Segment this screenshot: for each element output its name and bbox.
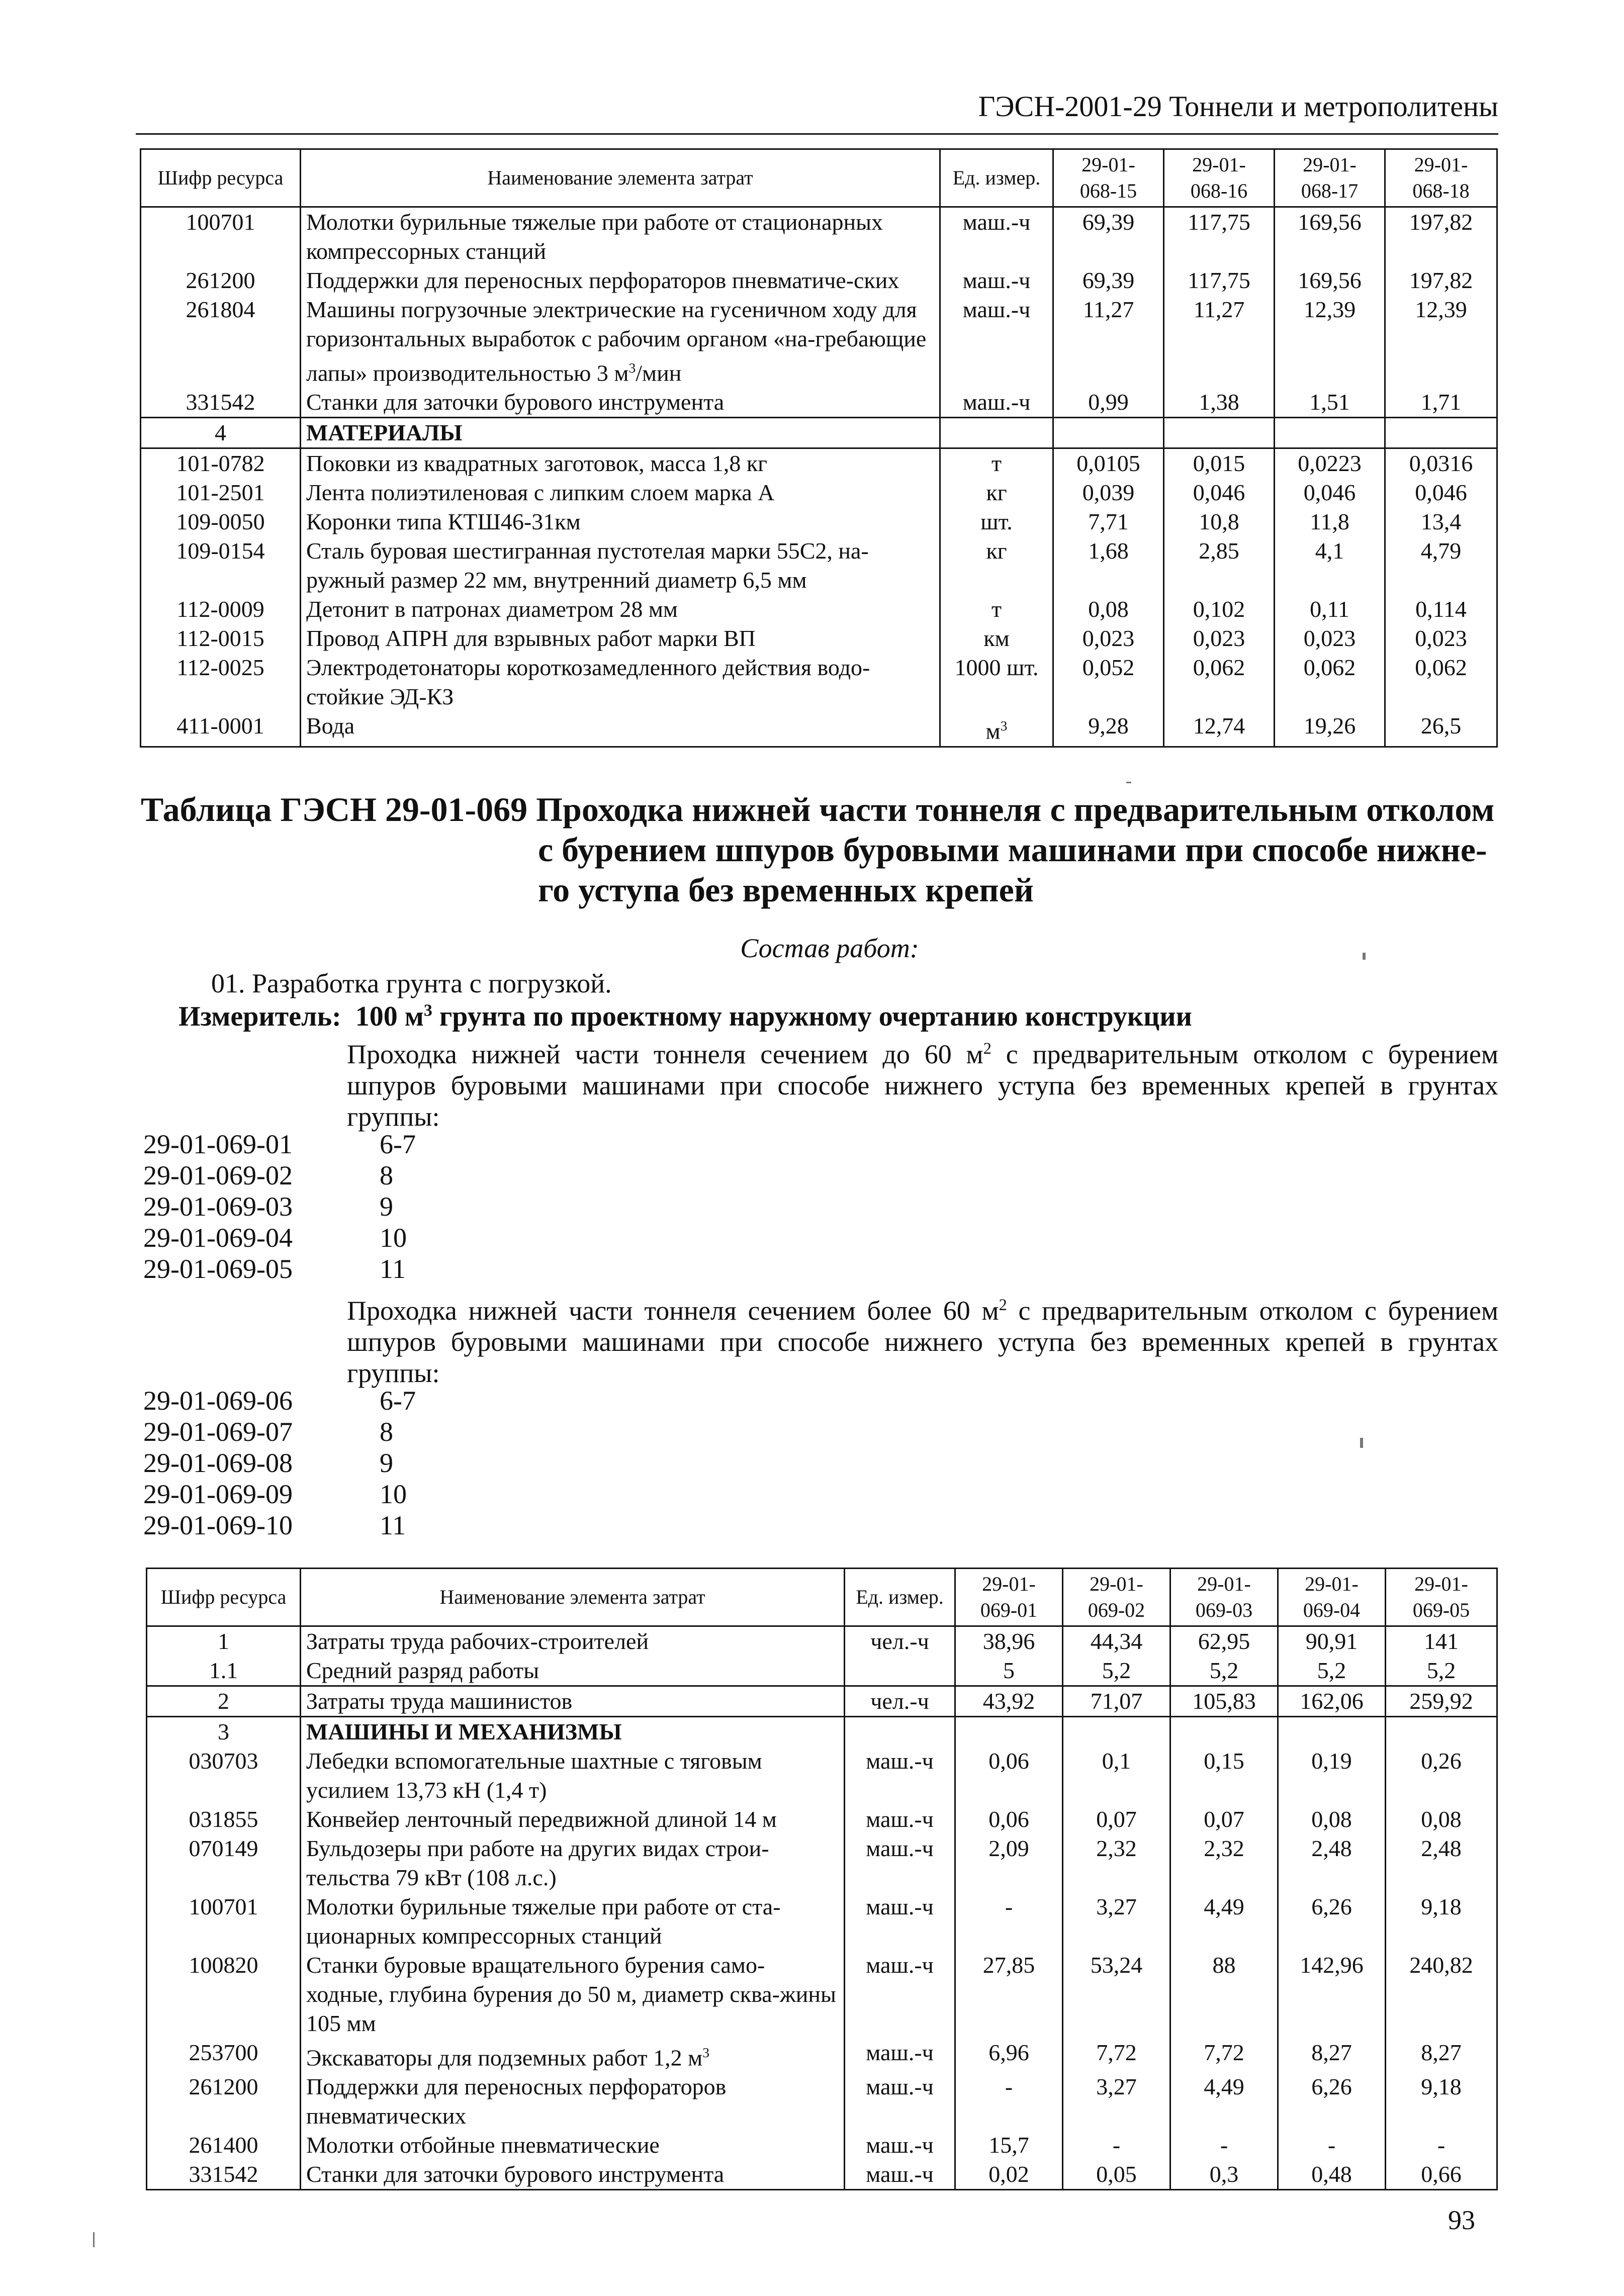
value-cell: 0,039 (1053, 478, 1164, 507)
title-line-1: Таблица ГЭСН 29-01-069 Проходка нижней части тоннеля с предварительным отколом (141, 790, 1495, 829)
value-cell: 0,062 (1275, 653, 1385, 711)
title-line-2: с бурением шпуров буровыми машинами при способе нижне- (538, 831, 1487, 869)
unit-cell: маш.-ч (940, 388, 1053, 418)
table-row (147, 2160, 1497, 2190)
value-cell: 38,96 (955, 1626, 1063, 1657)
value-cell: 117,75 (1164, 266, 1275, 295)
table-body (141, 207, 1497, 747)
resource-code-cell: 3 (147, 1717, 301, 1747)
variant-code: 29-01-069-09 (143, 1479, 293, 1509)
table-row (147, 1656, 1497, 1686)
group1-description: Проходка нижней части тоннеля сечением до 60 $м^2$ с предварительным отколом с бурением шпуров буровыми машинами при способе нижнего уступа без временных крепей в грунтах группы: (347, 1039, 1498, 1132)
column-header: 29-01- 068-17 (1275, 149, 1385, 207)
value-cell: 0,19 (1278, 1747, 1386, 1805)
resource-name-cell: Вода (301, 711, 940, 747)
value-cell: 0,11 (1275, 595, 1385, 624)
resource-code-cell: 261804 (141, 295, 301, 388)
table-body (147, 1626, 1497, 2190)
resource-code-cell: 331542 (141, 388, 301, 418)
value-cell (1170, 1717, 1278, 1747)
table-row (141, 266, 1497, 295)
variant-code: 29-01-069-05 (143, 1254, 293, 1284)
resource-code-cell: 331542 (147, 2160, 301, 2190)
value-cell: 0,08 (1053, 595, 1164, 624)
column-header: 29-01- 068-18 (1385, 149, 1497, 207)
value-cell: 259,92 (1386, 1686, 1497, 1717)
resource-code-cell: 1 (147, 1626, 301, 1657)
value-cell: 0,66 (1386, 2160, 1497, 2190)
table-header-row (147, 1569, 1497, 1626)
value-cell: 162,06 (1278, 1686, 1386, 1717)
table-row (141, 624, 1497, 653)
unit-cell: маш.-ч (940, 266, 1053, 295)
resource-name-cell: Затраты труда машинистов (301, 1686, 845, 1717)
value-cell: 0,023 (1385, 624, 1497, 653)
unit-cell: чел.-ч (845, 1626, 955, 1657)
table-row (141, 448, 1497, 479)
value-cell: 0,0223 (1275, 448, 1385, 479)
section-row (141, 418, 1497, 448)
value-cell: 0,0105 (1053, 448, 1164, 479)
value-cell: 141 (1386, 1626, 1497, 1657)
value-cell: 2,09 (955, 1834, 1063, 1892)
table-row (141, 595, 1497, 624)
value-cell: 11,27 (1164, 295, 1275, 388)
value-cell: 69,39 (1053, 207, 1164, 266)
value-cell: 0,06 (955, 1747, 1063, 1805)
value-cell: 12,39 (1385, 295, 1497, 388)
value-cell: 53,24 (1063, 1951, 1170, 2038)
unit-cell: кг (940, 478, 1053, 507)
value-cell (1053, 418, 1164, 448)
table-row (141, 478, 1497, 507)
value-cell: 7,72 (1063, 2038, 1170, 2072)
section-row (147, 1717, 1497, 1747)
table-row (147, 1892, 1497, 1951)
unit-cell: маш.-ч (940, 207, 1053, 266)
resource-code-cell: 101-2501 (141, 478, 301, 507)
table-row (141, 507, 1497, 536)
resource-name-cell: Провод АПРН для взрывных работ марки ВП (301, 624, 940, 653)
resource-code-cell: 112-0009 (141, 595, 301, 624)
resource-code-cell: 253700 (147, 2038, 301, 2072)
value-cell: 240,82 (1386, 1951, 1497, 2038)
value-cell: - (1063, 2131, 1170, 2160)
resource-name-cell: Поковки из квадратных заготовок, масса 1,8 кг (301, 448, 940, 479)
unit-cell: маш.-ч (845, 2072, 955, 2131)
unit-cell: чел.-ч (845, 1686, 955, 1717)
value-cell: 1,71 (1385, 388, 1497, 418)
resource-name-cell: Детонит в патронах диаметром 28 мм (301, 595, 940, 624)
column-header: Ед. измер. (845, 1569, 955, 1626)
table-row (141, 536, 1497, 595)
value-cell: 0,08 (1386, 1805, 1497, 1834)
column-header: 29-01- 069-01 (955, 1569, 1063, 1626)
variant-soil-group: 11 (380, 1254, 406, 1284)
value-cell: 2,48 (1278, 1834, 1386, 1892)
value-cell: 12,39 (1275, 295, 1385, 388)
value-cell: 0,07 (1170, 1805, 1278, 1834)
resource-name-cell: Поддержки для переносных перфораторов пневматических (301, 2072, 845, 2131)
resource-name-cell: МАШИНЫ И МЕХАНИЗМЫ (301, 1717, 845, 1747)
column-header: 29-01- 069-05 (1386, 1569, 1497, 1626)
resource-name-cell: Молотки бурильные тяжелые при работе от стационарных компрессорных станций (301, 207, 940, 266)
resource-name-cell: Лебедки вспомогательные шахтные с тяговым усилием 13,73 кН (1,4 т) (301, 1747, 845, 1805)
variant-soil-group: 9 (380, 1448, 393, 1478)
variant-soil-group: 8 (380, 1417, 393, 1447)
value-cell: 5,2 (1278, 1656, 1386, 1686)
value-cell: - (1386, 2131, 1497, 2160)
table-row (147, 2072, 1497, 2131)
unit-cell: маш.-ч (845, 1805, 955, 1834)
value-cell: 0,046 (1164, 478, 1275, 507)
value-cell: 0,023 (1275, 624, 1385, 653)
value-cell: 19,26 (1275, 711, 1385, 747)
value-cell: 0,0316 (1385, 448, 1497, 479)
value-cell: 0,052 (1053, 653, 1164, 711)
variant-code: 29-01-069-01 (143, 1129, 293, 1159)
value-cell: 7,71 (1053, 507, 1164, 536)
value-cell: 62,95 (1170, 1626, 1278, 1657)
unit-cell: км (940, 624, 1053, 653)
value-cell: 8,27 (1278, 2038, 1386, 2072)
unit-cell: 1000 шт. (940, 653, 1053, 711)
resource-name-cell: Затраты труда рабочих-строителей (301, 1626, 845, 1657)
resource-name-cell: Станки буровые вращательного бурения само-ходные, глубина бурения до 50 м, диаметр сква-жины 105 мм (301, 1951, 845, 2038)
value-cell: 5,2 (1386, 1656, 1497, 1686)
unit-cell: т (940, 595, 1053, 624)
variant-code: 29-01-069-08 (143, 1448, 293, 1478)
value-cell: 0,15 (1170, 1747, 1278, 1805)
value-cell (1063, 1717, 1170, 1747)
table-row (147, 2131, 1497, 2160)
resource-table-069 (146, 1568, 1498, 2190)
value-cell (1278, 1717, 1386, 1747)
resource-name-cell: Электродетонаторы короткозамедленного действия водо-стойкие ЭД-КЗ (301, 653, 940, 711)
value-cell (955, 1717, 1063, 1747)
value-cell: 15,7 (955, 2131, 1063, 2160)
column-header: Наименование элемента затрат (301, 1569, 845, 1626)
value-cell: 10,8 (1164, 507, 1275, 536)
value-cell: 11,27 (1053, 295, 1164, 388)
value-cell: - (1278, 2131, 1386, 2160)
resource-code-cell: 4 (141, 418, 301, 448)
composition-heading: Состав работ: (740, 933, 919, 963)
resource-name-cell: Машины погрузочные электрические на гусеничном ходу для горизонтальных выработок с рабочим органом «на-гребающие лапы» производительностью 3 $м^3$/мин (301, 295, 940, 388)
variant-soil-group: 6-7 (380, 1129, 416, 1159)
resource-name-cell: Средний разряд работы (301, 1656, 845, 1686)
table-title (141, 789, 1498, 910)
value-cell: 2,32 (1063, 1834, 1170, 1892)
resource-code-cell: 070149 (147, 1834, 301, 1892)
resource-code-cell: 101-0782 (141, 448, 301, 479)
resource-name-cell: Бульдозеры при работе на других видах строи-тельства 79 кВт (108 л.с.) (301, 1834, 845, 1892)
value-cell: 11,8 (1275, 507, 1385, 536)
table-row (147, 1805, 1497, 1834)
value-cell: 6,96 (955, 2038, 1063, 2072)
variant-soil-group: 10 (380, 1479, 407, 1509)
value-cell: 90,91 (1278, 1626, 1386, 1657)
value-cell: 0,02 (955, 2160, 1063, 2190)
variant-code: 29-01-069-07 (143, 1417, 293, 1447)
unit-cell: маш.-ч (845, 1892, 955, 1951)
resource-code-cell: 1.1 (147, 1656, 301, 1686)
column-header: Наименование элемента затрат (301, 149, 940, 207)
unit-cell: маш.-ч (845, 2038, 955, 2072)
value-cell: 0,07 (1063, 1805, 1170, 1834)
resource-table-068 (140, 148, 1498, 748)
unit-cell: маш.-ч (845, 2160, 955, 2190)
value-cell: 9,28 (1053, 711, 1164, 747)
unit-cell: маш.-ч (845, 1834, 955, 1892)
table-row (141, 295, 1497, 388)
unit-cell: шт. (940, 507, 1053, 536)
value-cell: 0,48 (1278, 2160, 1386, 2190)
value-cell: 13,4 (1385, 507, 1497, 536)
resource-code-cell: 112-0015 (141, 624, 301, 653)
variant-code: 29-01-069-03 (143, 1191, 293, 1222)
column-header: Шифр ресурса (147, 1569, 301, 1626)
column-header: 29-01- 068-15 (1053, 149, 1164, 207)
value-cell (1164, 418, 1275, 448)
resource-code-cell: 109-0154 (141, 536, 301, 595)
value-cell (1386, 1717, 1497, 1747)
resource-code-cell: 261200 (147, 2072, 301, 2131)
table-header-row (141, 149, 1497, 207)
scan-speck (1363, 953, 1366, 960)
resource-code-cell: 112-0025 (141, 653, 301, 711)
value-cell: 4,79 (1385, 536, 1497, 595)
table-row (147, 1747, 1497, 1805)
resource-name-cell: Молотки отбойные пневматические (301, 2131, 845, 2160)
value-cell: 4,49 (1170, 1892, 1278, 1951)
table-row (141, 711, 1497, 747)
value-cell: 6,26 (1278, 1892, 1386, 1951)
value-cell: 3,27 (1063, 2072, 1170, 2131)
value-cell: 0,062 (1385, 653, 1497, 711)
scan-speck (93, 2232, 95, 2247)
value-cell: - (955, 1892, 1063, 1951)
table-row (147, 1686, 1497, 1717)
resource-name-cell: Станки для заточки бурового инструмента (301, 2160, 845, 2190)
resource-code-cell: 261400 (147, 2131, 301, 2160)
column-header: 29-01- 069-02 (1063, 1569, 1170, 1626)
unit-cell: маш.-ч (845, 1747, 955, 1805)
value-cell: 142,96 (1278, 1951, 1386, 2038)
table-row (147, 1951, 1497, 2038)
title-line-3: го уступа без временных крепей (538, 871, 1034, 909)
value-cell: 117,75 (1164, 207, 1275, 266)
value-cell: 0,06 (955, 1805, 1063, 1834)
value-cell: 0,023 (1164, 624, 1275, 653)
composition-item: 01. Разработка грунта с погрузкой. (211, 968, 612, 998)
value-cell: 169,56 (1275, 207, 1385, 266)
unit-cell (845, 1717, 955, 1747)
value-cell: 9,18 (1386, 2072, 1497, 2131)
resource-name-cell: Лента полиэтиленовая с липким слоем марка А (301, 478, 940, 507)
value-cell: 9,18 (1386, 1892, 1497, 1951)
value-cell: 26,5 (1385, 711, 1497, 747)
value-cell: 4,1 (1275, 536, 1385, 595)
table-row (147, 2038, 1497, 2072)
meter-line: Измеритель: 100 $м^3$ грунта по проектному наружному очертанию конструкции (178, 1001, 1192, 1032)
resource-name-cell: МАТЕРИАЛЫ (301, 418, 940, 448)
resource-code-cell: 100820 (147, 1951, 301, 2038)
unit-cell: т (940, 448, 1053, 479)
value-cell: 1,38 (1164, 388, 1275, 418)
value-cell: 0,023 (1053, 624, 1164, 653)
unit-cell: $м^3$ (940, 711, 1053, 747)
value-cell: 0,05 (1063, 2160, 1170, 2190)
variant-soil-group: 11 (380, 1510, 406, 1540)
value-cell: - (955, 2072, 1063, 2131)
value-cell: 0,046 (1275, 478, 1385, 507)
value-cell: 3,27 (1063, 1892, 1170, 1951)
value-cell: 105,83 (1170, 1686, 1278, 1717)
value-cell: 5,2 (1063, 1656, 1170, 1686)
variant-code: 29-01-069-02 (143, 1160, 293, 1190)
value-cell: 5 (955, 1656, 1063, 1686)
value-cell: - (1170, 2131, 1278, 2160)
variant-code: 29-01-069-06 (143, 1386, 293, 1416)
resource-code-cell: 261200 (141, 266, 301, 295)
table-row (141, 653, 1497, 711)
column-header: 29-01- 069-04 (1278, 1569, 1386, 1626)
value-cell: 5,2 (1170, 1656, 1278, 1686)
value-cell: 71,07 (1063, 1686, 1170, 1717)
running-header: ГЭСН-2001-29 Тоннели и метрополитены (978, 90, 1498, 123)
value-cell: 0,99 (1053, 388, 1164, 418)
table-row (147, 1626, 1497, 1657)
resource-code-cell: 030703 (147, 1747, 301, 1805)
resource-name-cell: Сталь буровая шестигранная пустотелая марки 55С2, на-ружный размер 22 мм, внутренний диаметр 6,5 мм (301, 536, 940, 595)
value-cell: 0,1 (1063, 1747, 1170, 1805)
value-cell (1275, 418, 1385, 448)
column-header: 29-01- 069-03 (1170, 1569, 1278, 1626)
value-cell: 8,27 (1386, 2038, 1497, 2072)
unit-cell: маш.-ч (845, 1951, 955, 2038)
resource-name-cell: Конвейер ленточный передвижной длиной 14 м (301, 1805, 845, 1834)
column-header: Ед. измер. (940, 149, 1053, 207)
variant-soil-group: 9 (380, 1191, 393, 1222)
table-row (141, 207, 1497, 266)
value-cell: 0,062 (1164, 653, 1275, 711)
column-header: Шифр ресурса (141, 149, 301, 207)
value-cell: 2,85 (1164, 536, 1275, 595)
variant-soil-group: 10 (380, 1223, 407, 1253)
scan-speck (1126, 782, 1131, 783)
resource-name-cell: Поддержки для переносных перфораторов пневматиче-ских (301, 266, 940, 295)
value-cell: 7,72 (1170, 2038, 1278, 2072)
value-cell: 69,39 (1053, 266, 1164, 295)
resource-name-cell: Экскаваторы для подземных работ 1,2 $м^3$ (301, 2038, 845, 2072)
value-cell: 2,32 (1170, 1834, 1278, 1892)
value-cell: 1,51 (1275, 388, 1385, 418)
variant-code: 29-01-069-04 (143, 1223, 293, 1253)
value-cell: 6,26 (1278, 2072, 1386, 2131)
value-cell: 1,68 (1053, 536, 1164, 595)
unit-cell: маш.-ч (845, 2131, 955, 2160)
value-cell: 0,046 (1385, 478, 1497, 507)
header-rule (136, 133, 1498, 135)
value-cell: 27,85 (955, 1951, 1063, 2038)
value-cell (1385, 418, 1497, 448)
variant-soil-group: 6-7 (380, 1386, 416, 1416)
unit-cell (845, 1656, 955, 1686)
value-cell: 0,08 (1278, 1805, 1386, 1834)
resource-name-cell: Молотки бурильные тяжелые при работе от ста-ционарных компрессорных станций (301, 1892, 845, 1951)
page-number: 93 (1448, 2205, 1475, 2235)
value-cell: 0,3 (1170, 2160, 1278, 2190)
resource-code-cell: 100701 (141, 207, 301, 266)
unit-cell: кг (940, 536, 1053, 595)
value-cell: 0,114 (1385, 595, 1497, 624)
table-row (141, 388, 1497, 418)
value-cell: 0,015 (1164, 448, 1275, 479)
unit-cell: маш.-ч (940, 295, 1053, 388)
unit-cell (940, 418, 1053, 448)
group2-description: Проходка нижней части тоннеля сечением более 60 $м^2$ с предварительным отколом с бурением шпуров буровыми машинами при способе нижнего уступа без временных крепей в грунтах группы: (347, 1296, 1498, 1388)
resource-code-cell: 2 (147, 1686, 301, 1717)
value-cell: 0,102 (1164, 595, 1275, 624)
value-cell: 169,56 (1275, 266, 1385, 295)
resource-name-cell: Коронки типа КТШ46-31км (301, 507, 940, 536)
scan-speck (1360, 1438, 1363, 1448)
variant-soil-group: 8 (380, 1160, 393, 1190)
resource-code-cell: 031855 (147, 1805, 301, 1834)
value-cell: 0,26 (1386, 1747, 1497, 1805)
resource-name-cell: Станки для заточки бурового инструмента (301, 388, 940, 418)
value-cell: 2,48 (1386, 1834, 1497, 1892)
value-cell: 88 (1170, 1951, 1278, 2038)
value-cell: 44,34 (1063, 1626, 1170, 1657)
table-row (147, 1834, 1497, 1892)
value-cell: 43,92 (955, 1686, 1063, 1717)
value-cell: 4,49 (1170, 2072, 1278, 2131)
value-cell: 12,74 (1164, 711, 1275, 747)
value-cell: 197,82 (1385, 266, 1497, 295)
value-cell: 197,82 (1385, 207, 1497, 266)
variant-code: 29-01-069-10 (143, 1510, 293, 1540)
resource-code-cell: 109-0050 (141, 507, 301, 536)
resource-code-cell: 411-0001 (141, 711, 301, 747)
resource-code-cell: 100701 (147, 1892, 301, 1951)
column-header: 29-01- 068-16 (1164, 149, 1275, 207)
